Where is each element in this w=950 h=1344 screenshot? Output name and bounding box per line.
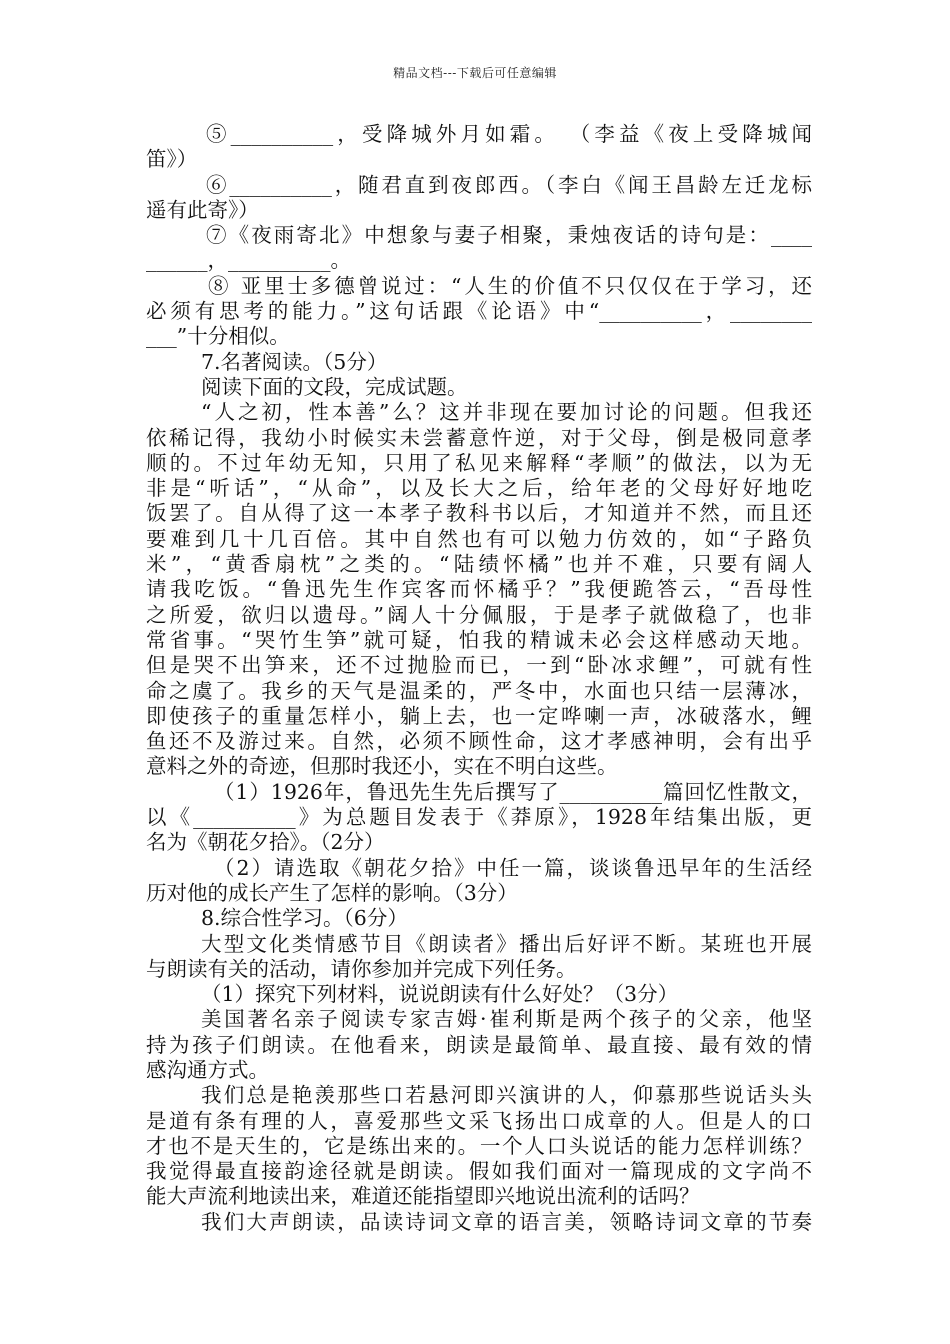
text-line: 请我吃饭。“鲁迅先生作宾客而怀橘乎？”我便跪答云，“吾母性 — [146, 577, 812, 602]
text-line: （1）探究下列材料，说说朗读有什么好处？（3分） — [201, 982, 679, 1007]
text-line: 名为《朝花夕拾》。（2分） — [146, 830, 385, 855]
text-line: 之所爱，欲归以遗母。”阔人十分佩服，于是孝子就做稳了，也非 — [146, 602, 812, 627]
text-line: （2）请选取《朝花夕拾》中任一篇，谈谈鲁迅早年的生活经 — [214, 855, 812, 880]
text-line: 米”，“黄香扇枕”之类的。“陆绩怀橘”也并不难，只要有阔人 — [146, 552, 812, 577]
text-line: 笛》） — [146, 147, 198, 172]
text-line: ⑤__________，受降城外月如霜。 （李益《夜上受降城闻 — [206, 122, 812, 146]
text-line: 非是“听话”，“从命”，以及长大之后，给年老的父母好好地吃 — [146, 476, 812, 501]
text-line: 历对他的成长产生了怎样的影响。（3分） — [146, 880, 518, 905]
text-line: 能大声流利地读出来，难道还能指望即兴地说出流利的话吗？ — [146, 1184, 700, 1209]
text-line: 大型文化类情感节目《朗读者》播出后好评不断。某班也开展 — [201, 931, 812, 956]
text-line: 以《__________》为总题目发表于《莽原》，1928年结集出版，更 — [146, 805, 812, 830]
text-line: ______，__________。 — [146, 248, 351, 273]
text-line: 命之虞了。我乡的天气是温柔的，严冬中，水面也只结一层薄冰， — [146, 678, 812, 703]
text-line: 阅读下面的文段，完成试题。 — [201, 374, 468, 399]
text-line: 必须有思考的能力。”这句话跟《论语》中“__________，________ — [146, 299, 812, 324]
text-line: 感沟通方式。 — [146, 1057, 269, 1082]
text-line: 常省事。“哭竹生笋”就可疑，怕我的精诚未必会这样感动天地。 — [146, 627, 812, 652]
text-line: ⑥__________，随君直到夜郎西。（李白《闻王昌龄左迁龙标 — [206, 172, 812, 197]
text-line: 持为孩子们朗读。在他看来，朗读是最简单、最直接、最有效的情 — [146, 1032, 812, 1057]
text-line: 要难到几十几百倍。其中自然也有可以勉力仿效的，如“子路负 — [146, 526, 812, 551]
text-line: 依稀记得，我幼小时候实未尝蓄意忤逆，对于父母，倒是极同意孝 — [146, 425, 812, 450]
text-line: 遥有此寄》） — [146, 197, 259, 222]
text-line: 8.综合性学习。（6分） — [201, 906, 408, 931]
text-line: 7.名著阅读。（5分） — [201, 349, 388, 374]
text-line: 鱼还不及游过来。自然，必须不顾性命，这才孝感神明，会有出乎 — [146, 729, 812, 754]
text-line: 我们总是艳羡那些口若悬河即兴演讲的人，仰慕那些说话头头 — [201, 1083, 812, 1108]
document-body — [146, 122, 812, 1235]
text-line: 饭罢了。自从得了这一本孝子教科书以后，才知道并不然，而且还 — [146, 501, 812, 526]
text-line: “人之初，性本善”么？这并非现在要加讨论的问题。但我还 — [201, 400, 812, 425]
text-line: 才也不是天生的，它是练出来的。一个人口头说话的能力怎样训练？ — [146, 1133, 812, 1158]
text-line: 我们大声朗读，品读诗词文章的语言美，领略诗词文章的节奏 — [201, 1209, 812, 1234]
text-line: ___”十分相似。 — [146, 324, 290, 349]
text-line: 是道有条有理的人，喜爱那些文采飞扬出口成章的人。但是人的口 — [146, 1108, 812, 1133]
text-line: ⑧ 亚里士多德曾说过：“人生的价值不只仅仅在于学习，还 — [208, 273, 812, 298]
text-line: 即使孩子的重量怎样小，躺上去，也一定哗喇一声，冰破落水，鲤 — [146, 703, 812, 728]
text-line: 我觉得最直接韵途径就是朗读。假如我们面对一篇现成的文字尚不 — [146, 1159, 812, 1184]
text-line: 但是哭不出笋来，还不过抛脸而已，一到“卧冰求鲤”，可就有性 — [146, 653, 812, 678]
text-line: 美国著名亲子阅读专家吉姆·崔利斯是两个孩子的父亲，他坚 — [201, 1007, 812, 1032]
page-header: 精品文档---下载后可任意编辑 — [393, 66, 557, 80]
text-line: （1）1926年，鲁迅先生先后撰写了__________篇回忆性散文， — [214, 779, 812, 804]
text-line: ⑦《夜雨寄北》中想象与妻子相聚，秉烛夜话的诗句是：____ — [206, 223, 812, 248]
text-line: 意料之外的奇迹，但那时我还小，实在不明白这些。 — [146, 754, 618, 779]
text-line: 顺的。不过年幼无知，只用了私见来解释“孝顺”的做法，以为无 — [146, 450, 812, 475]
text-line: 与朗读有关的活动，请你参加并完成下列任务。 — [146, 956, 577, 981]
